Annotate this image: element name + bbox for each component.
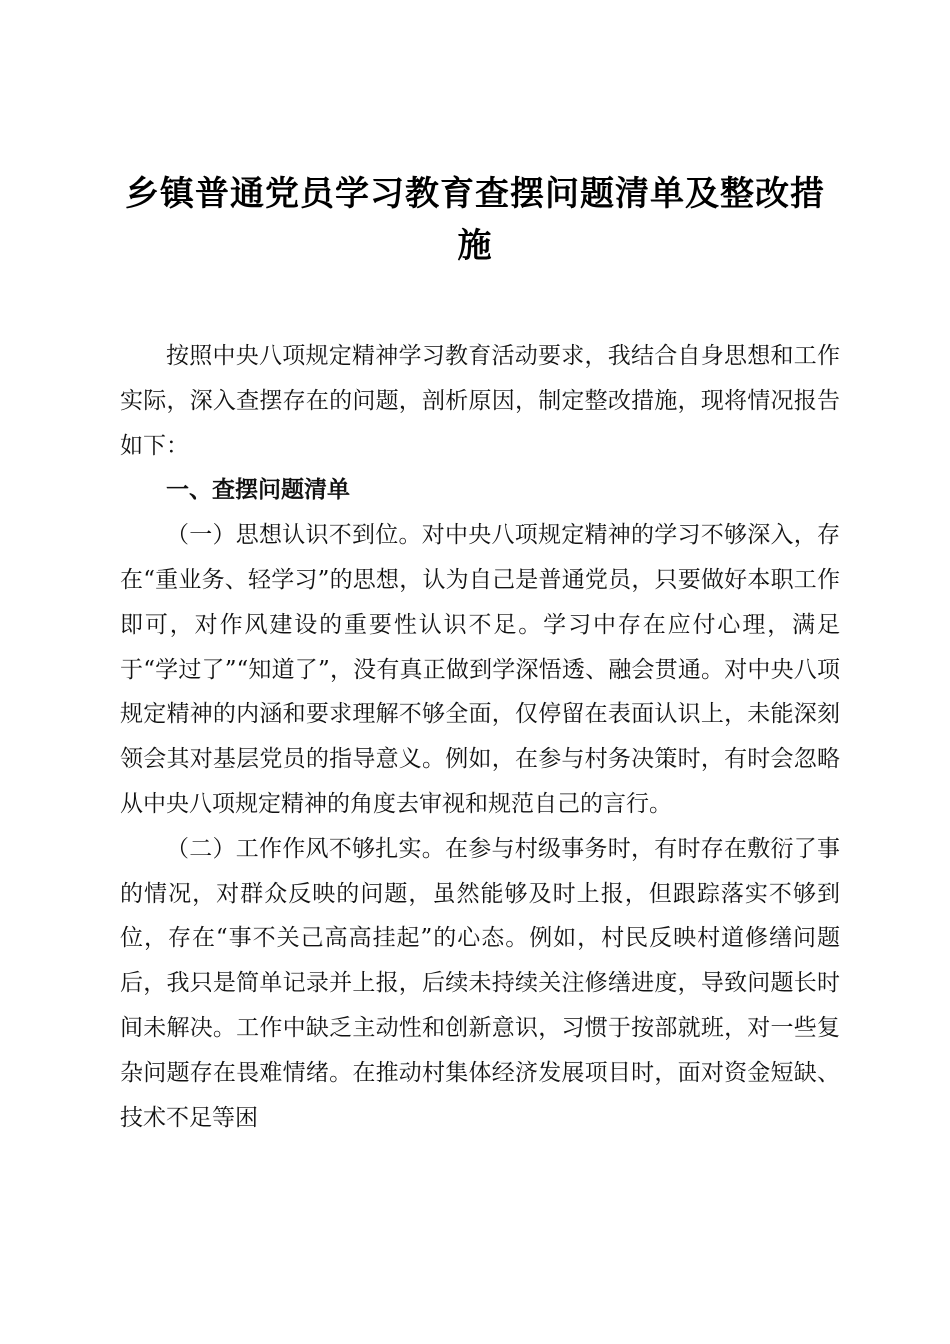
section-heading-1: 一、查摆问题清单 [166,477,350,504]
intro-paragraph: 按照中央八项规定精神学习教育活动要求，我结合自身思想和工作实际，深入查摆存在的问题，剖析原因，制定整改措施，现将情况报告如下： [120,343,840,459]
item-1-paragraph [120,513,840,827]
document-title: 乡镇普通党员学习教育查摆问题清单及整改措施 [125,174,825,266]
item-2-body: 在参与村级事务时，有时存在敷衍了事的情况，对群众反映的问题，虽然能够及时上报，但跟踪落实不够到位，存在“事不关己高高挂起”的心态。例如，村民反映村道修缮问题后，我只是简单记录并上报，后续未持续关注修缮进度，导致问题长时间未解决。工作中缺乏主动性和创新意识，习惯于按部就班，对一些复杂问题存在畏难情绪。在推动村集体经济发展项目时，面对资金短缺、技术不足等困 [120,835,840,1131]
item-2-lead: （二）工作作风不够扎实。 [166,835,445,862]
item-1-lead: （一）思想认识不到位。 [166,522,422,549]
item-2-paragraph [120,827,840,1141]
item-1-body: 对中央八项规定精神的学习不够深入，存在“重业务、轻学习”的思想，认为自己是普通党员，只要做好本职工作即可，对作风建设的重要性认识不足。学习中存在应付心理，满足于“学过了”“知道了”，没有真正做到学深悟透、融会贯通。对中央八项规定精神的内涵和要求理解不够全面，仅停留在表面认识上，未能深刻领会其对基层党员的指导意义。例如，在参与村务决策时，有时会忽略从中央八项规定精神的角度去审视和规范自己的言行。 [120,522,840,817]
document-body [120,334,840,1140]
